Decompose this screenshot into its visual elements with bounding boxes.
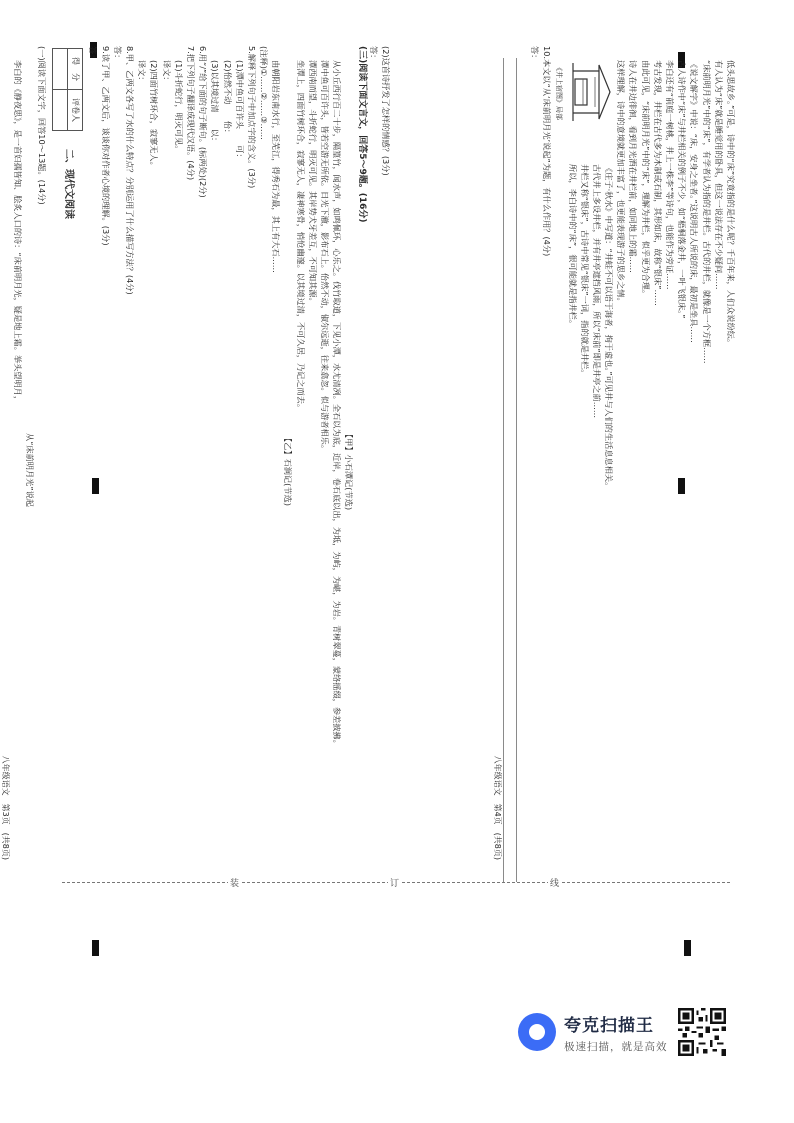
sub-question: (2)四面竹树环合，寂寥无人。	[149, 60, 160, 170]
answer-label: 答：	[529, 46, 540, 63]
section-title: 二、现代文阅读	[62, 149, 74, 219]
sub-question: (3)以其境过清 以：	[210, 60, 221, 146]
passage-title: 【甲】小石潭记(节选)	[344, 429, 355, 511]
passage-line: 从小丘西行百二十步，隔篁竹，闻水声，如鸣佩环，心乐之。伐竹取道，下见小潭，水尤清冽。全石以为底，近岸，卷石底以出，为坻，为屿，为嵁，为岩。青树翠蔓，蒙络摇缀，参差披拂。	[332, 60, 343, 748]
figure-block	[553, 40, 615, 900]
article-line: 这样理解，诗中的意境就更加丰富了，也更能表现游子的思乡之情。	[616, 60, 627, 306]
article-line: 低头思故乡。”可是，诗中的“床”究竟指的是什么呢？千百年来，人们众说纷纭。	[726, 60, 736, 348]
score-header: 得 分	[68, 49, 83, 90]
answer-label: 答：	[368, 46, 379, 63]
passage-line: 由朝阳岩东南水行，至芜江，得秀石为最，其上有大石……	[271, 60, 282, 273]
figure-caption: 《井上宿图》局部	[555, 64, 564, 120]
score-table	[52, 48, 83, 131]
passage-line: 潭西南而望，斗折蛇行，明灭可见。其岸势犬牙差互，不可知其源。	[307, 60, 318, 306]
page-3-content	[1, 40, 392, 900]
scanned-exam-sheet	[1, 40, 736, 900]
passage-line: 潭中鱼可百许头，皆若空游无所依。日光下澈，影布石上。佁然不动，俶尔远逝，往来翕忽。似与游者相乐。	[320, 60, 331, 454]
article-line: 诗人在井边徘徊，看到月光洒在井栏前，如同地上的霜……	[628, 60, 639, 273]
article-line: 古代井上多设井栏，并有井亭遮挡风雨，所以“床前”即是井亭之前……	[591, 164, 602, 419]
article-line: 古人诗作中“床”与井栏相关的例子不少，如“梧桐落金井，一叶飞银床。”	[677, 60, 688, 319]
article-line: 井栏又称“银床”，古诗中常见“银床”一词，指的就是井栏。	[579, 164, 590, 378]
article-line: 由此可见，“床前明月光”中的“床”，理解为井栏，似乎更为合理。	[640, 60, 651, 299]
page-4-content	[407, 40, 737, 900]
section-heading: (三)阅读下面文言文，回答5～9题。(16分)	[356, 46, 367, 223]
question-line: 10.本文以“从‘床前明月光’说起”为题，有什么作用？(4分)	[542, 46, 553, 257]
article-line: 《庄子·秋水》中写道：“井蛙不可以语于海者，拘于虚也。”可见井与人们的生活息息相关。	[604, 164, 615, 491]
article-line: 《说文解字》中说：“床，安身之坐者。”这说明古人所说的床，最初是坐具……	[689, 60, 700, 343]
translation-label: 译文：	[137, 60, 148, 85]
watermark-slogan: 极速扫描，就是高效	[564, 1040, 668, 1053]
registration-mark-bottom-left	[92, 940, 99, 956]
grader-cell	[52, 90, 67, 131]
watermark-title: 夸克扫描王	[564, 1015, 654, 1036]
question-line: 9.读了甲、乙两文后，谈谈你对作者心境的理解。(3分)	[100, 46, 111, 246]
question-line: 8.甲、乙两文各写了水的什么特点？分别运用了什么描写方法？(4分)	[125, 46, 136, 295]
question-line: (2)这首诗抒发了怎样的情感？(3分)	[381, 46, 391, 176]
answer-label: 答：	[112, 46, 123, 63]
page-3-column	[1, 40, 392, 900]
question-line: 6.用“/”给下面的句子断句。(标两处)(2分)	[198, 46, 209, 198]
question-line: 7.把下列句子翻译成现代汉语。(4分)	[186, 46, 196, 181]
watermark-text	[564, 1011, 668, 1054]
passage-line: 坐潭上，四面竹树环合，寂寥无人，凄神寒骨，悄怆幽邃。以其境过清，不可久居，乃记之而去。	[295, 60, 306, 413]
sub-question: (2)佁然不动 佁：	[222, 60, 233, 138]
translation-label: 译文：	[161, 60, 172, 85]
well-pavilion-illustration	[567, 57, 613, 127]
fold-label-ding: 订	[388, 876, 401, 889]
article-line: “床前明月光”中的“床”，有学者认为指的是井栏。古代的井栏，就像是一个方框……	[701, 60, 712, 364]
fold-label-xian: 线	[548, 876, 561, 889]
notes-line: (注释)①……②……③……	[259, 46, 270, 140]
reading-intro: (一)阅读下面文字，回答10～13题。(14分)	[36, 46, 47, 205]
article-line: 有人认为“床”就是睡觉用的卧具，但这一说法存在不少疑问……	[713, 60, 724, 290]
well-figure	[555, 50, 613, 134]
article-line: 李白还有“前庭一树桃，井上一株李”等诗句，也能作为旁证……	[665, 60, 676, 290]
grader-header: 评卷人	[68, 90, 83, 131]
answer-blank[interactable]	[516, 58, 529, 882]
sub-question: (1)潭中鱼可百许头 可：	[234, 60, 245, 162]
fold-label-zhuang: 装	[228, 876, 241, 889]
page-4-column	[407, 40, 737, 900]
score-cell	[52, 49, 67, 90]
article-line: 所以，李白诗中的“床”，很可能就是指井栏。	[567, 164, 578, 329]
article-line: 考古发现，井栏在古代多为木制或石制，其形如床，故称“银床”……	[652, 60, 663, 306]
page-footer: 八年级语文 第4页 (共8页)	[492, 755, 502, 860]
scanner-watermark	[518, 1000, 748, 1064]
score-row	[48, 40, 87, 900]
article-line: 李白的《静夜思》，是一首妇孺皆知、脍炙人口的诗：“床前明月光，疑是地上霜。举头望明月，	[12, 60, 23, 405]
registration-mark-bottom-right	[684, 940, 691, 956]
page-footer: 八年级语文 第3页 (共8页)	[1, 755, 11, 860]
sub-question: (1)斗折蛇行，明灭可见。	[173, 60, 184, 154]
quark-logo-icon	[518, 1013, 556, 1051]
qr-code-icon	[678, 1008, 726, 1056]
question-line: 5.解释下列句子中加点字的含义。(3分)	[246, 46, 257, 189]
answer-blank[interactable]	[503, 58, 516, 882]
article-title: 从“床前明月光”说起	[24, 433, 35, 507]
figure-side-text	[566, 144, 615, 900]
passage-title: 【乙】石涧记(节选)	[283, 434, 294, 506]
answer-label: 答：	[88, 46, 99, 63]
